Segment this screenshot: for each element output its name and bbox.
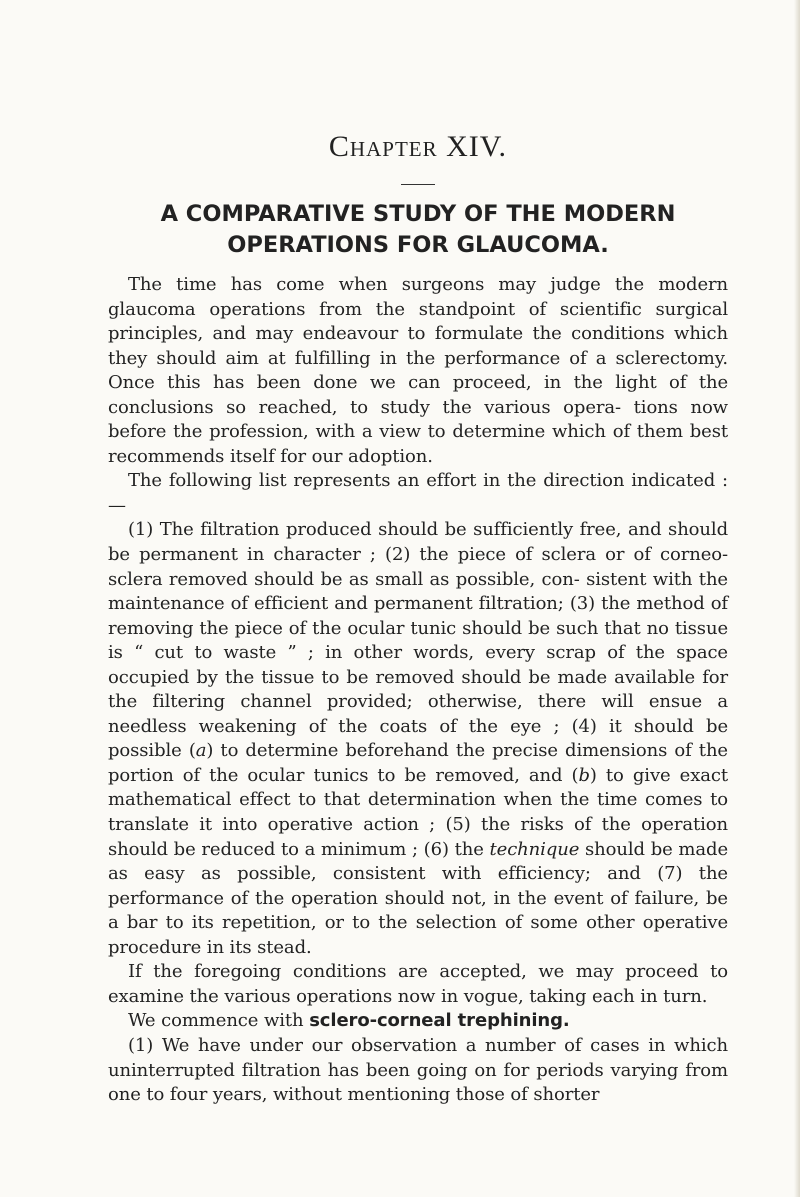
conditions-text-4: should be made as easy as possible, consistent with efficiency; and (7) the performance of the operation should not, in the event of failure, be a bar to its repetition, or to the selection of some other operative procedure in its stead. <box>108 838 728 958</box>
following-list-paragraph: The following list represents an effort in the direction indicated :— <box>108 470 728 516</box>
intro-paragraph: The time has come when surgeons may judge the modern glaucoma operations from the standpoint of scientific surgical principles, and may endeavour to formulate the conditions which they should aim at fulfilling in the performance of a sclerectomy. Once this has been done we can proceed, in the light of the conclusions so reached, to study the various opera- tions now before the profession, with a view to determine which of them best recommends itself for our adoption. <box>108 274 728 467</box>
conditions-marker-b: b <box>578 764 590 786</box>
chapter-title <box>108 199 728 261</box>
commence-lead: We commence with <box>128 1010 310 1032</box>
conditions-marker-a: a <box>195 740 207 762</box>
conditions-paragraph <box>108 518 728 960</box>
chapter-title-line-1: A COMPARATIVE STUDY OF THE MODERN <box>160 201 676 227</box>
page-edge-shadow <box>794 0 800 1197</box>
conditions-text-2: ) to determine beforehand the precise dimensions of the portion of the ocular tunics to be removed, and ( <box>108 740 728 786</box>
commence-bold-term: sclero-corneal trephining. <box>309 1010 570 1032</box>
chapter-heading: Chapter XIV. <box>328 130 508 163</box>
document-page <box>108 130 728 1108</box>
heading-rule <box>401 184 435 185</box>
foregoing-paragraph: If the foregoing conditions are accepted, we may proceed to examine the various operations now in vogue, taking each in turn. <box>108 961 728 1007</box>
commence-paragraph <box>108 1009 728 1034</box>
technique-word: technique <box>489 838 580 860</box>
chapter-title-line-2: OPERATIONS FOR GLAUCOMA. <box>227 232 609 258</box>
conditions-text-1: (1) The filtration produced should be sufficiently free, and should be permanent in character ; (2) the piece of sclera or of corneo-sclera removed should be as small as possible, con- sistent with the maintenance of efficient and permanent filtration; (3) the method of removing the piece of the ocular tunic should be such that no tissue is “ cut to waste ” ; in other words, every scrap of the space occupied by the tissue to be removed should be made available for the filtering channel provided; otherwise, there will ensue a needless weakening of the coats of the eye ; (4) it should be possible ( <box>108 519 728 762</box>
conditions-text-3: ) to give exact mathematical effect to that determination when the time comes to translate it into operative action ; (5) the risks of the operation should be reduced to a minimum ; (6) the <box>108 764 728 860</box>
observation-paragraph: (1) We have under our observation a number of cases in which uninterrupted filtration has been going on for periods varying from one to four years, without mentioning those of shorter <box>108 1034 728 1106</box>
